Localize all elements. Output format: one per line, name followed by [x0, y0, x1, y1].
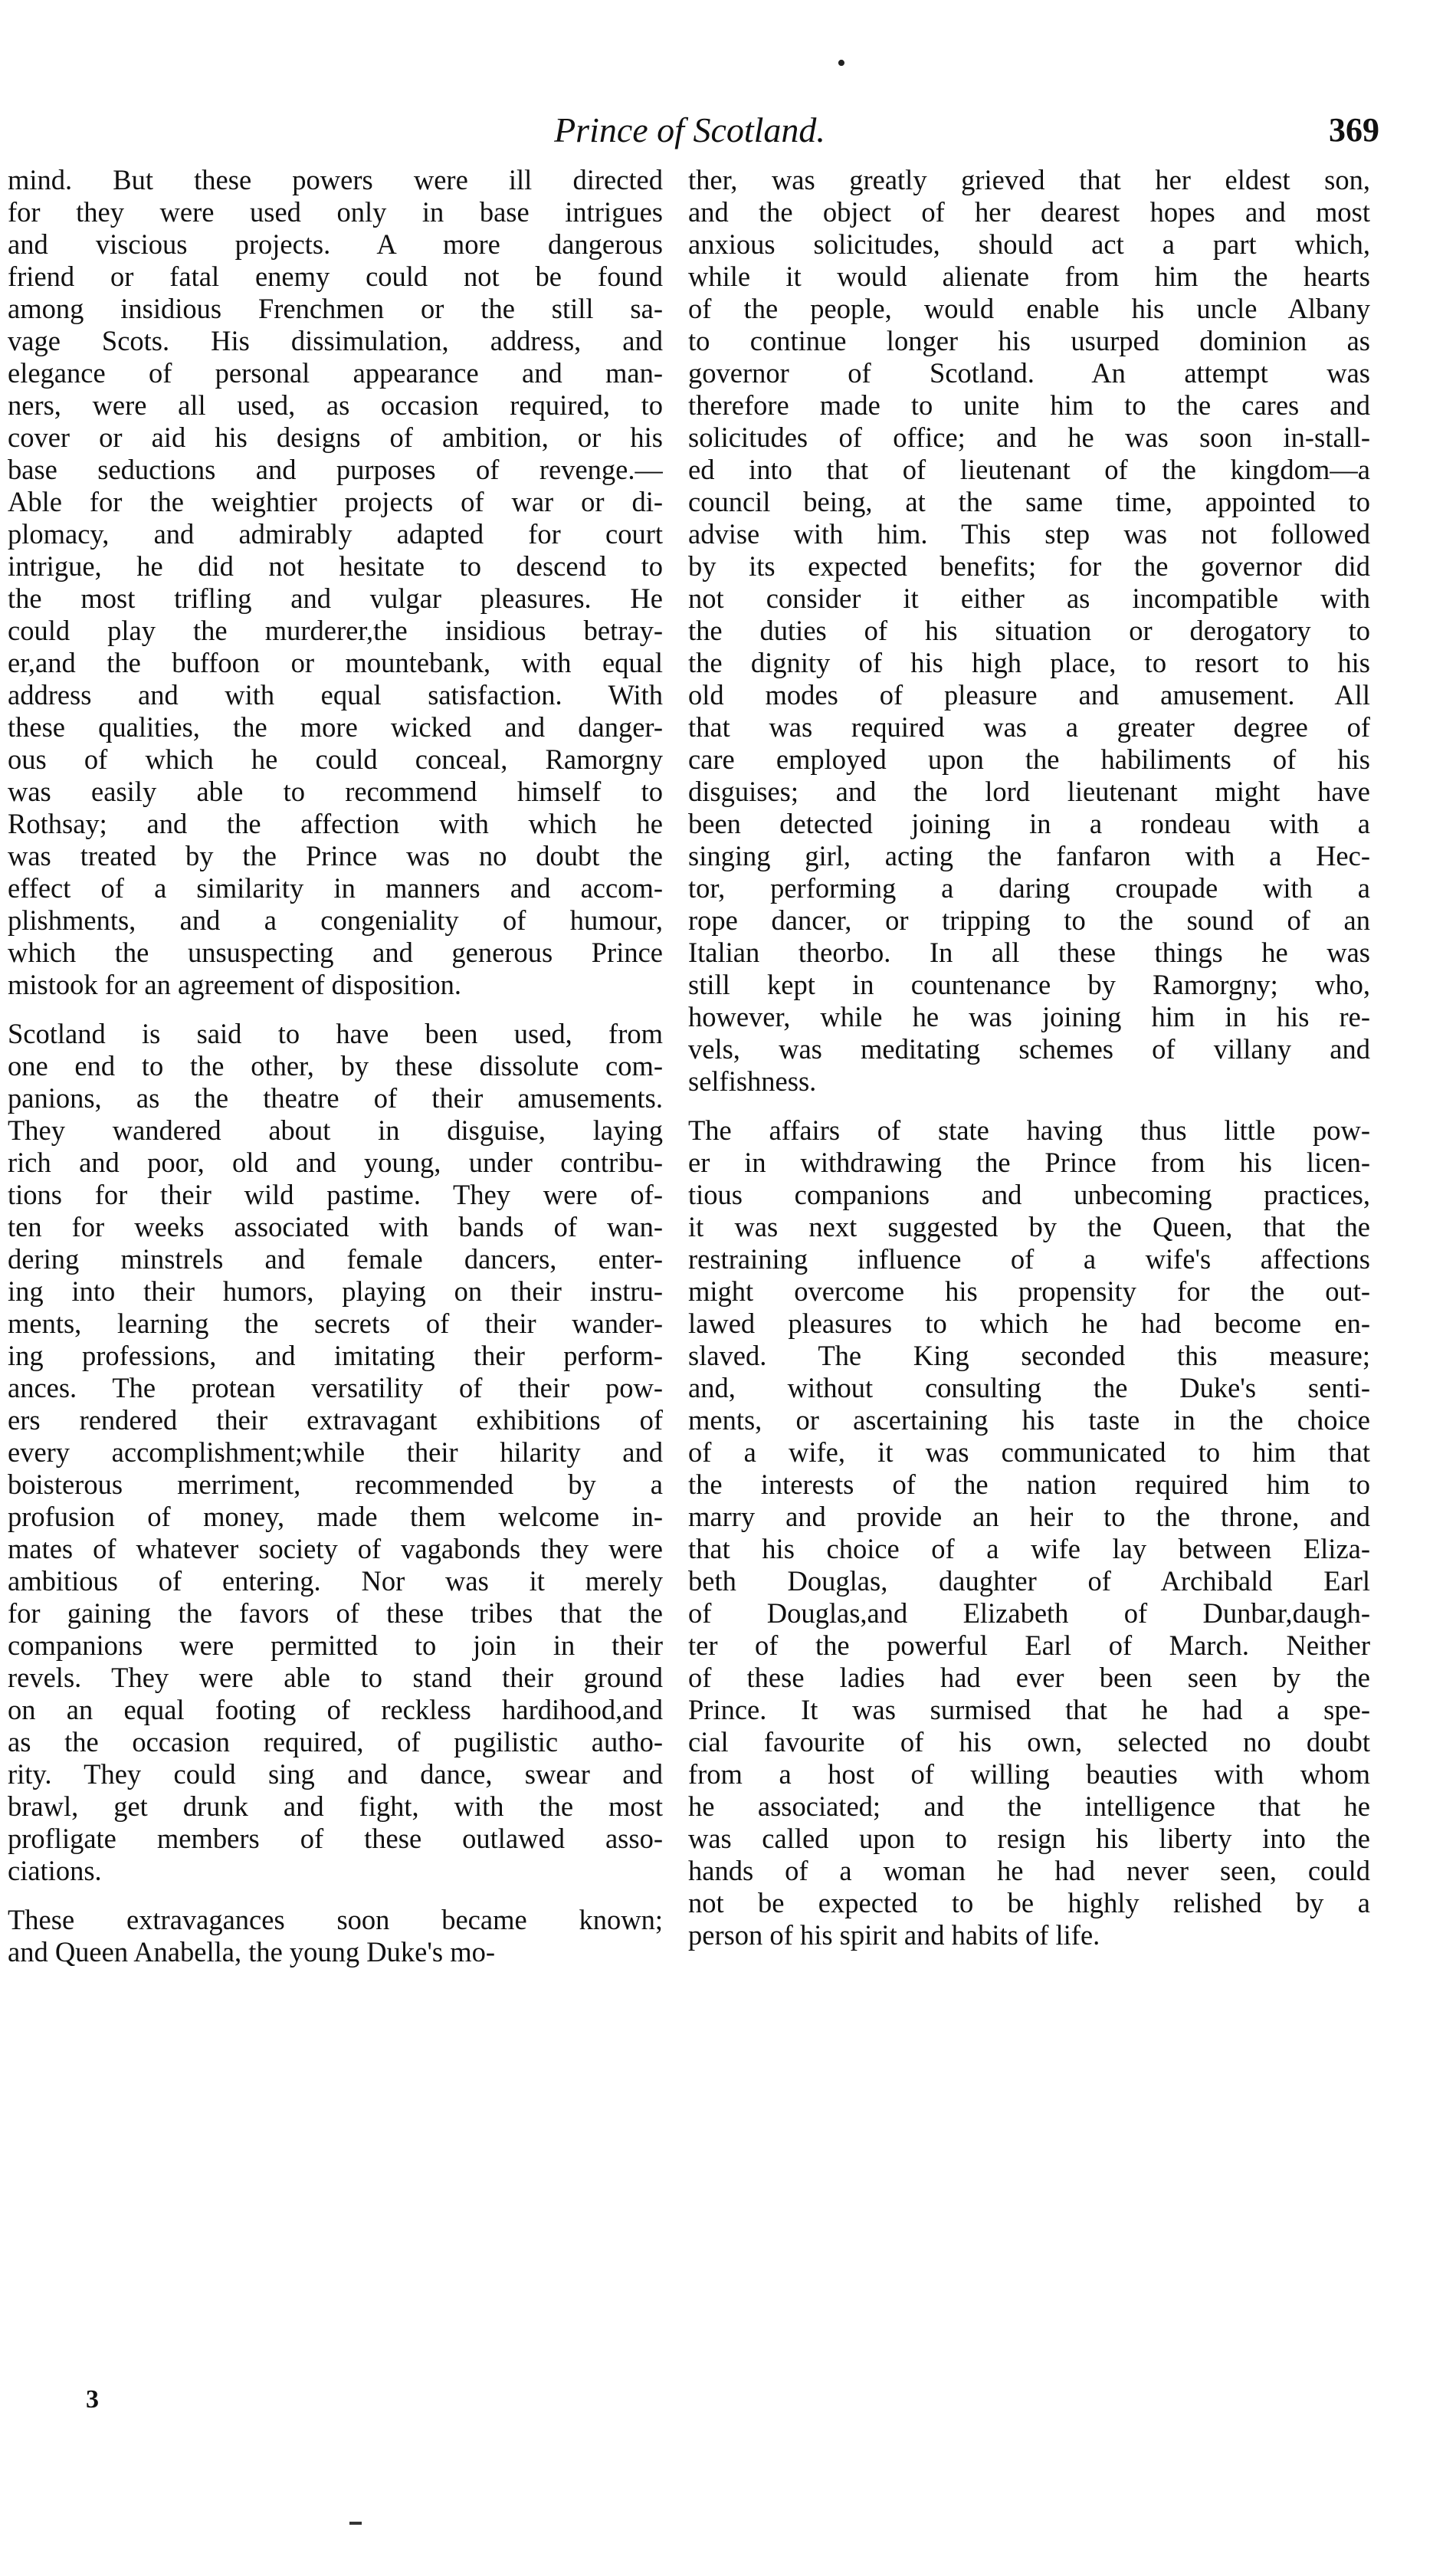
- text-line: not be expected to be highly relished by a: [688, 1887, 1370, 1918]
- text-line: to continue longer his usurped dominion as: [688, 325, 1370, 356]
- text-line: cover or aid his designs of ambition, or his: [8, 422, 663, 453]
- text-line: rope dancer, or tripping to the sound of an: [688, 904, 1370, 936]
- text-line: however, while he was joining him in his re-: [688, 1001, 1370, 1032]
- text-line: was easily able to recommend himself to: [8, 776, 663, 807]
- text-line: might overcome his propensity for the out-: [688, 1275, 1370, 1307]
- text-line: while it would alienate from him the hearts: [688, 261, 1370, 292]
- text-line: ing professions, and imitating their perform-: [8, 1340, 663, 1371]
- text-line: friend or fatal enemy could not be found: [8, 261, 663, 292]
- text-line: companions were permitted to join in their: [8, 1630, 663, 1661]
- text-line: ments, learning the secrets of their wander-: [8, 1308, 663, 1339]
- text-line: old modes of pleasure and amusement. All: [688, 679, 1370, 711]
- text-line: The affairs of state having thus little pow-: [688, 1114, 1370, 1146]
- text-line: boisterous merriment, recommended by a: [8, 1469, 663, 1500]
- text-line: could play the murderer,the insidious betray-: [8, 615, 663, 646]
- text-line: Italian theorbo. In all these things he was: [688, 937, 1370, 968]
- text-line: for gaining the favors of these tribes that the: [8, 1597, 663, 1629]
- text-line: the duties of his situation or derogatory to: [688, 615, 1370, 646]
- text-line: mind. But these powers were ill directed: [8, 164, 663, 195]
- paragraph-gap: [8, 1887, 663, 1904]
- text-line: these qualities, the more wicked and danger-: [8, 711, 663, 743]
- text-line: as the occasion required, of pugilistic autho-: [8, 1726, 663, 1758]
- text-line: profligate members of these outlawed asso-: [8, 1823, 663, 1854]
- text-line: ten for weeks associated with bands of wan-: [8, 1211, 663, 1242]
- text-line: brawl, get drunk and fight, with the most: [8, 1790, 663, 1822]
- text-line: was called upon to resign his liberty into the: [688, 1823, 1370, 1854]
- text-line: marry and provide an heir to the throne, and: [688, 1501, 1370, 1532]
- text-line: that was required was a greater degree of: [688, 711, 1370, 743]
- text-line: er,and the buffoon or mountebank, with equal: [8, 647, 663, 678]
- text-line: anxious solicitudes, should act a part which,: [688, 228, 1370, 260]
- text-line: that his choice of a wife lay between Eliza-: [688, 1533, 1370, 1564]
- running-head: [0, 107, 1456, 153]
- right-column: [688, 164, 1370, 1951]
- text-line: dering minstrels and female dancers, enter-: [8, 1243, 663, 1275]
- text-line: for they were used only in base intrigues: [8, 196, 663, 228]
- text-line: and Queen Anabella, the young Duke's mo-: [8, 1936, 496, 1968]
- text-line: beth Douglas, daughter of Archibald Earl: [688, 1565, 1370, 1597]
- text-line: vels, was meditating schemes of villany and: [688, 1033, 1370, 1065]
- text-line: address and with equal satisfaction. With: [8, 679, 663, 711]
- text-line: advise with him. This step was not followed: [688, 518, 1370, 550]
- text-line: of Douglas,and Elizabeth of Dunbar,daugh-: [688, 1597, 1370, 1629]
- text-line: mistook for an agreement of disposition.: [8, 969, 462, 1000]
- text-line: one end to the other, by these dissolute com-: [8, 1050, 663, 1081]
- text-line: and viscious projects. A more dangerous: [8, 228, 663, 260]
- text-line: the most trifling and vulgar pleasures. He: [8, 583, 663, 614]
- signature-mark: 3: [86, 2385, 99, 2414]
- text-line: plomacy, and admirably adapted for court: [8, 518, 663, 550]
- text-line: effect of a similarity in manners and accom-: [8, 872, 663, 904]
- text-line: ers rendered their extravagant exhibitions of: [8, 1404, 663, 1436]
- text-line: base seductions and purposes of revenge.—: [8, 454, 663, 485]
- text-line: They wandered about in disguise, laying: [8, 1114, 663, 1146]
- text-line: solicitudes of office; and he was soon in-stall-: [688, 422, 1370, 453]
- text-line: ing into their humors, playing on their instru-: [8, 1275, 663, 1307]
- text-line: elegance of personal appearance and man-: [8, 357, 663, 389]
- page-number: 369: [1329, 111, 1379, 149]
- text-line: Rothsay; and the affection with which he: [8, 808, 663, 839]
- text-line: on an equal footing of reckless hardihood,and: [8, 1694, 663, 1725]
- text-line: profusion of money, made them welcome in-: [8, 1501, 663, 1532]
- text-line: of a wife, it was communicated to him that: [688, 1436, 1370, 1468]
- text-line: he associated; and the intelligence that he: [688, 1790, 1370, 1822]
- text-line: selfishness.: [688, 1065, 817, 1097]
- text-line: among insidious Frenchmen or the still sa-: [8, 293, 663, 324]
- bottom-mark: [349, 2522, 362, 2525]
- running-title: Prince of Scotland.: [554, 110, 825, 149]
- text-line: was treated by the Prince was no doubt the: [8, 840, 663, 871]
- text-line: the interests of the nation required him to: [688, 1469, 1370, 1500]
- text-line: from a host of willing beauties with whom: [688, 1758, 1370, 1790]
- text-line: tor, performing a daring croupade with a: [688, 872, 1370, 904]
- text-line: tions for their wild pastime. They were of-: [8, 1179, 663, 1210]
- text-line: slaved. The King seconded this measure;: [688, 1340, 1370, 1371]
- text-line: ciations.: [8, 1855, 102, 1886]
- top-mark: •: [837, 49, 846, 77]
- text-line: disguises; and the lord lieutenant might have: [688, 776, 1370, 807]
- text-line: rity. They could sing and dance, swear and: [8, 1758, 663, 1790]
- text-line: and the object of her dearest hopes and most: [688, 196, 1370, 228]
- text-line: restraining influence of a wife's affections: [688, 1243, 1370, 1275]
- text-line: council being, at the same time, appointed to: [688, 486, 1370, 517]
- text-line: therefore made to unite him to the cares and: [688, 389, 1370, 421]
- text-line: and, without consulting the Duke's senti-: [688, 1372, 1370, 1403]
- text-line: been detected joining in a rondeau with a: [688, 808, 1370, 839]
- text-line: er in withdrawing the Prince from his licen-: [688, 1147, 1370, 1178]
- text-line: cial favourite of his own, selected no doubt: [688, 1726, 1370, 1758]
- paragraph-gap: [8, 1001, 663, 1018]
- text-line: lawed pleasures to which he had become en-: [688, 1308, 1370, 1339]
- text-line: governor of Scotland. An attempt was: [688, 357, 1370, 389]
- text-line: the dignity of his high place, to resort to his: [688, 647, 1370, 678]
- text-line: not consider it either as incompatible with: [688, 583, 1370, 614]
- text-line: tious companions and unbecoming practices,: [688, 1179, 1370, 1210]
- text-line: intrigue, he did not hesitate to descend to: [8, 550, 663, 582]
- text-line: it was next suggested by the Queen, that the: [688, 1211, 1370, 1242]
- text-line: ed into that of lieutenant of the kingdom—a: [688, 454, 1370, 485]
- text-line: which the unsuspecting and generous Prince: [8, 937, 663, 968]
- text-line: Prince. It was surmised that he had a spe-: [688, 1694, 1370, 1725]
- text-line: of these ladies had ever been seen by the: [688, 1662, 1370, 1693]
- text-line: by its expected benefits; for the governor did: [688, 550, 1370, 582]
- paragraph-gap: [688, 1098, 1370, 1114]
- text-line: revels. They were able to stand their ground: [8, 1662, 663, 1693]
- text-line: singing girl, acting the fanfaron with a Hec-: [688, 840, 1370, 871]
- text-line: plishments, and a congeniality of humour,: [8, 904, 663, 936]
- text-line: panions, as the theatre of their amusements.: [8, 1082, 663, 1114]
- text-line: care employed upon the habiliments of his: [688, 743, 1370, 775]
- text-line: Able for the weightier projects of war or di-: [8, 486, 663, 517]
- text-line: ances. The protean versatility of their pow-: [8, 1372, 663, 1403]
- text-line: of the people, would enable his uncle Albany: [688, 293, 1370, 324]
- text-line: ments, or ascertaining his taste in the choice: [688, 1404, 1370, 1436]
- text-line: person of his spirit and habits of life.: [688, 1919, 1100, 1951]
- text-line: hands of a woman he had never seen, could: [688, 1855, 1370, 1886]
- text-line: ambitious of entering. Nor was it merely: [8, 1565, 663, 1597]
- left-column: [8, 164, 663, 1968]
- text-line: ter of the powerful Earl of March. Neither: [688, 1630, 1370, 1661]
- text-line: ous of which he could conceal, Ramorgny: [8, 743, 663, 775]
- text-line: Scotland is said to have been used, from: [8, 1018, 663, 1049]
- text-line: These extravagances soon became known;: [8, 1904, 663, 1935]
- text-line: still kept in countenance by Ramorgny; who,: [688, 969, 1370, 1000]
- text-line: mates of whatever society of vagabonds they were: [8, 1533, 663, 1564]
- text-line: ners, were all used, as occasion required, to: [8, 389, 663, 421]
- text-line: ther, was greatly grieved that her eldest son,: [688, 164, 1370, 195]
- text-line: rich and poor, old and young, under contribu-: [8, 1147, 663, 1178]
- text-line: vage Scots. His dissimulation, address, and: [8, 325, 663, 356]
- text-line: every accomplishment;while their hilarity and: [8, 1436, 663, 1468]
